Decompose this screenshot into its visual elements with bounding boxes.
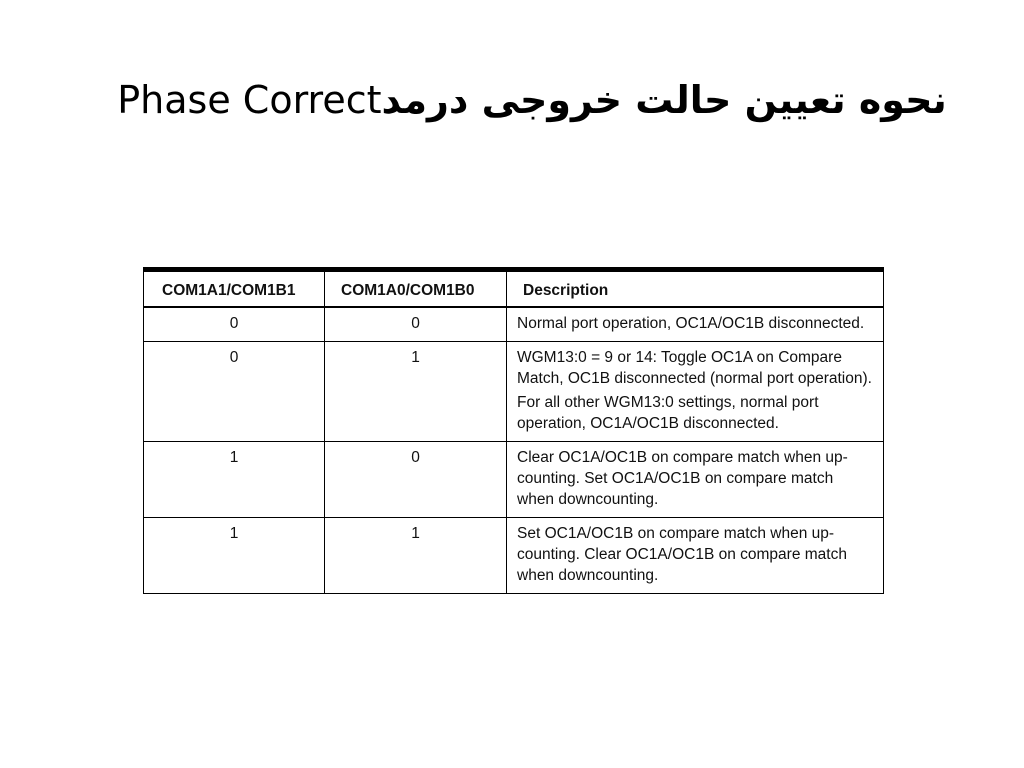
table-row [144,518,884,594]
cell-description [507,518,884,594]
cell-com1a1: 1 [144,518,325,594]
description-text: For all other WGM13:0 settings, normal port operation, OC1A/OC1B disconnected. [517,394,819,432]
cell-description [507,307,884,342]
cell-com1a0: 0 [325,307,507,342]
title-latin: Phase Correct [117,78,382,122]
header-description: Description [507,270,884,308]
mode-table [143,267,884,594]
description-text: Normal port operation, OC1A/OC1B disconnected. [517,315,865,332]
table-header-row [144,270,884,308]
description-text: Clear OC1A/OC1B on compare match when up-counting. Set OC1A/OC1B on compare match when downcounting. [517,449,848,508]
header-com1a0: COM1A0/COM1B0 [325,270,507,308]
cell-description [507,442,884,518]
table-row [144,442,884,518]
cell-com1a1: 1 [144,442,325,518]
slide-title [0,78,1024,122]
title-arabic: نحوه تعیین حالت خروجی درمد [381,78,947,122]
cell-com1a0: 0 [325,442,507,518]
table-row [144,307,884,342]
description-text: WGM13:0 = 9 or 14: Toggle OC1A on Compare Match, OC1B disconnected (normal port operation). [517,349,872,387]
cell-com1a0: 1 [325,518,507,594]
cell-description [507,342,884,442]
cell-com1a1: 0 [144,307,325,342]
cell-com1a0: 1 [325,342,507,442]
cell-com1a1: 0 [144,342,325,442]
header-com1a1: COM1A1/COM1B1 [144,270,325,308]
table-row [144,342,884,442]
compare-output-mode-table [143,267,883,594]
description-text: Set OC1A/OC1B on compare match when up-counting. Clear OC1A/OC1B on compare match when downcounting. [517,525,847,584]
